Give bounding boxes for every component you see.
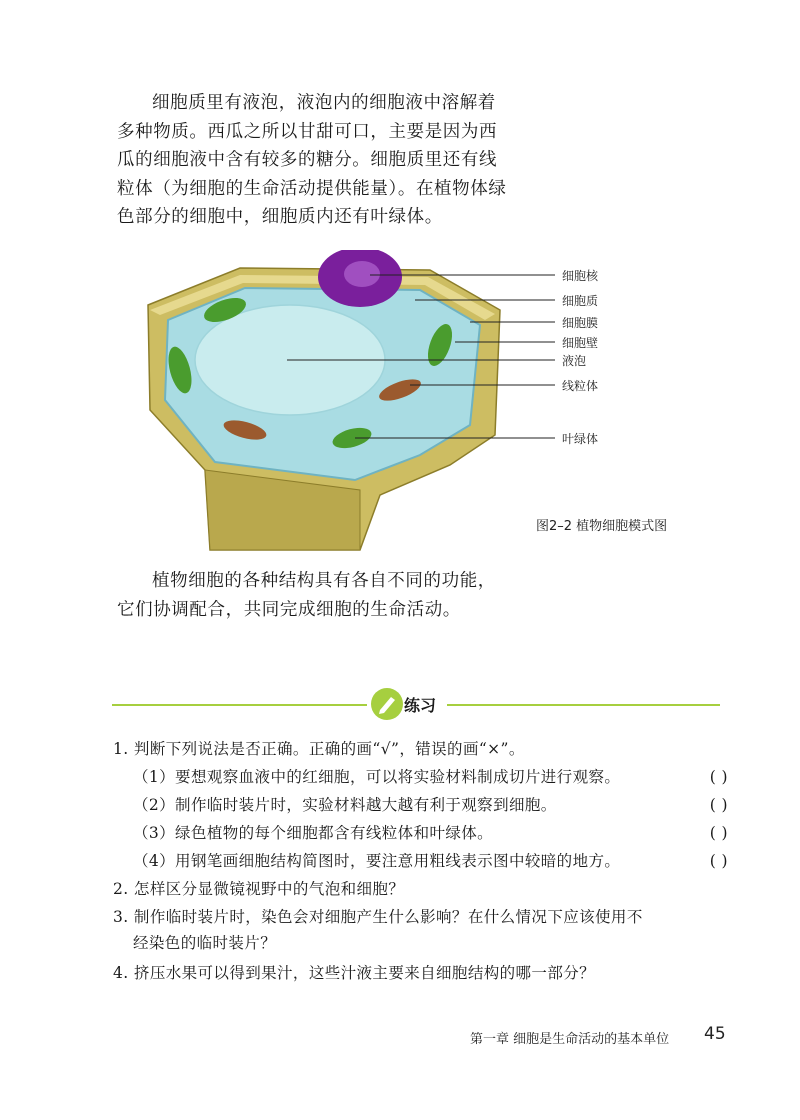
answer-blank: ( ) (709, 824, 728, 842)
exercise-title: 练习 (404, 696, 437, 715)
answer-blank: ( ) (709, 768, 728, 786)
chapter-footer: 第一章 细胞是生命活动的基本单位 (470, 1032, 670, 1047)
outro-paragraph: 植物细胞的各种结构具有各自不同的功能，它们协调配合，共同完成细胞的生命活动。 (117, 571, 496, 620)
answer-blank: ( ) (709, 852, 728, 870)
header-rule-right (447, 704, 720, 706)
plant-cell-figure (0, 250, 800, 560)
label-mitochondrion: 线粒体 (562, 379, 599, 393)
question-1: 1. 判断下列说法是否正确。正确的画“√”，错误的画“×”。 (113, 740, 525, 758)
answer-blank: ( ) (709, 796, 728, 814)
intro-paragraph: 细胞质里有液泡，液泡内的细胞液中溶解着多种物质。西瓜之所以甘甜可口，主要是因为西瓜的细胞液中含有较多的糖分。细胞质里还有线粒体（为细胞的生命活动提供能量）。在植物体绿色部分的细胞中，细胞质内还有叶绿体。 (117, 93, 507, 227)
item-text: （4）用钢笔画细胞结构简图时，要注意用粗线表示图中较暗的地方。 (133, 852, 621, 870)
exercise-header (112, 685, 720, 725)
question-1-item-3 (133, 821, 728, 845)
label-membrane: 细胞膜 (562, 316, 599, 330)
figure-caption: 图2–2 植物细胞模式图 (536, 519, 668, 534)
question-3-line-2: 经染色的临时装片？ (133, 934, 277, 952)
pencil-badge-icon (370, 687, 404, 721)
question-1-item-1 (133, 765, 728, 789)
label-cytoplasm: 细胞质 (562, 294, 599, 308)
item-text: （1）要想观察血液中的红细胞，可以将实验材料制成切片进行观察。 (133, 768, 621, 786)
label-vacuole: 液泡 (562, 354, 587, 368)
question-1-item-4 (133, 849, 728, 873)
header-rule-left (112, 704, 367, 706)
plant-cell-diagram (0, 250, 800, 560)
item-text: （2）制作临时装片时，实验材料越大越有利于观察到细胞。 (133, 796, 557, 814)
nucleolus (344, 261, 380, 287)
question-3-line-1: 3. 制作临时装片时，染色会对细胞产生什么影响？在什么情况下应该使用不 (113, 908, 643, 926)
question-4: 4. 挤压水果可以得到果汁，这些汁液主要来自细胞结构的哪一部分？ (113, 964, 596, 982)
question-1-item-2 (133, 793, 728, 817)
label-wall: 细胞壁 (562, 336, 599, 350)
question-2: 2. 怎样区分显微镜视野中的气泡和细胞？ (113, 880, 405, 898)
item-text: （3）绿色植物的每个细胞都含有线粒体和叶绿体。 (133, 824, 494, 842)
label-chloroplast: 叶绿体 (562, 432, 599, 446)
label-nucleus: 细胞核 (562, 269, 599, 283)
page-number: 45 (704, 1024, 726, 1044)
